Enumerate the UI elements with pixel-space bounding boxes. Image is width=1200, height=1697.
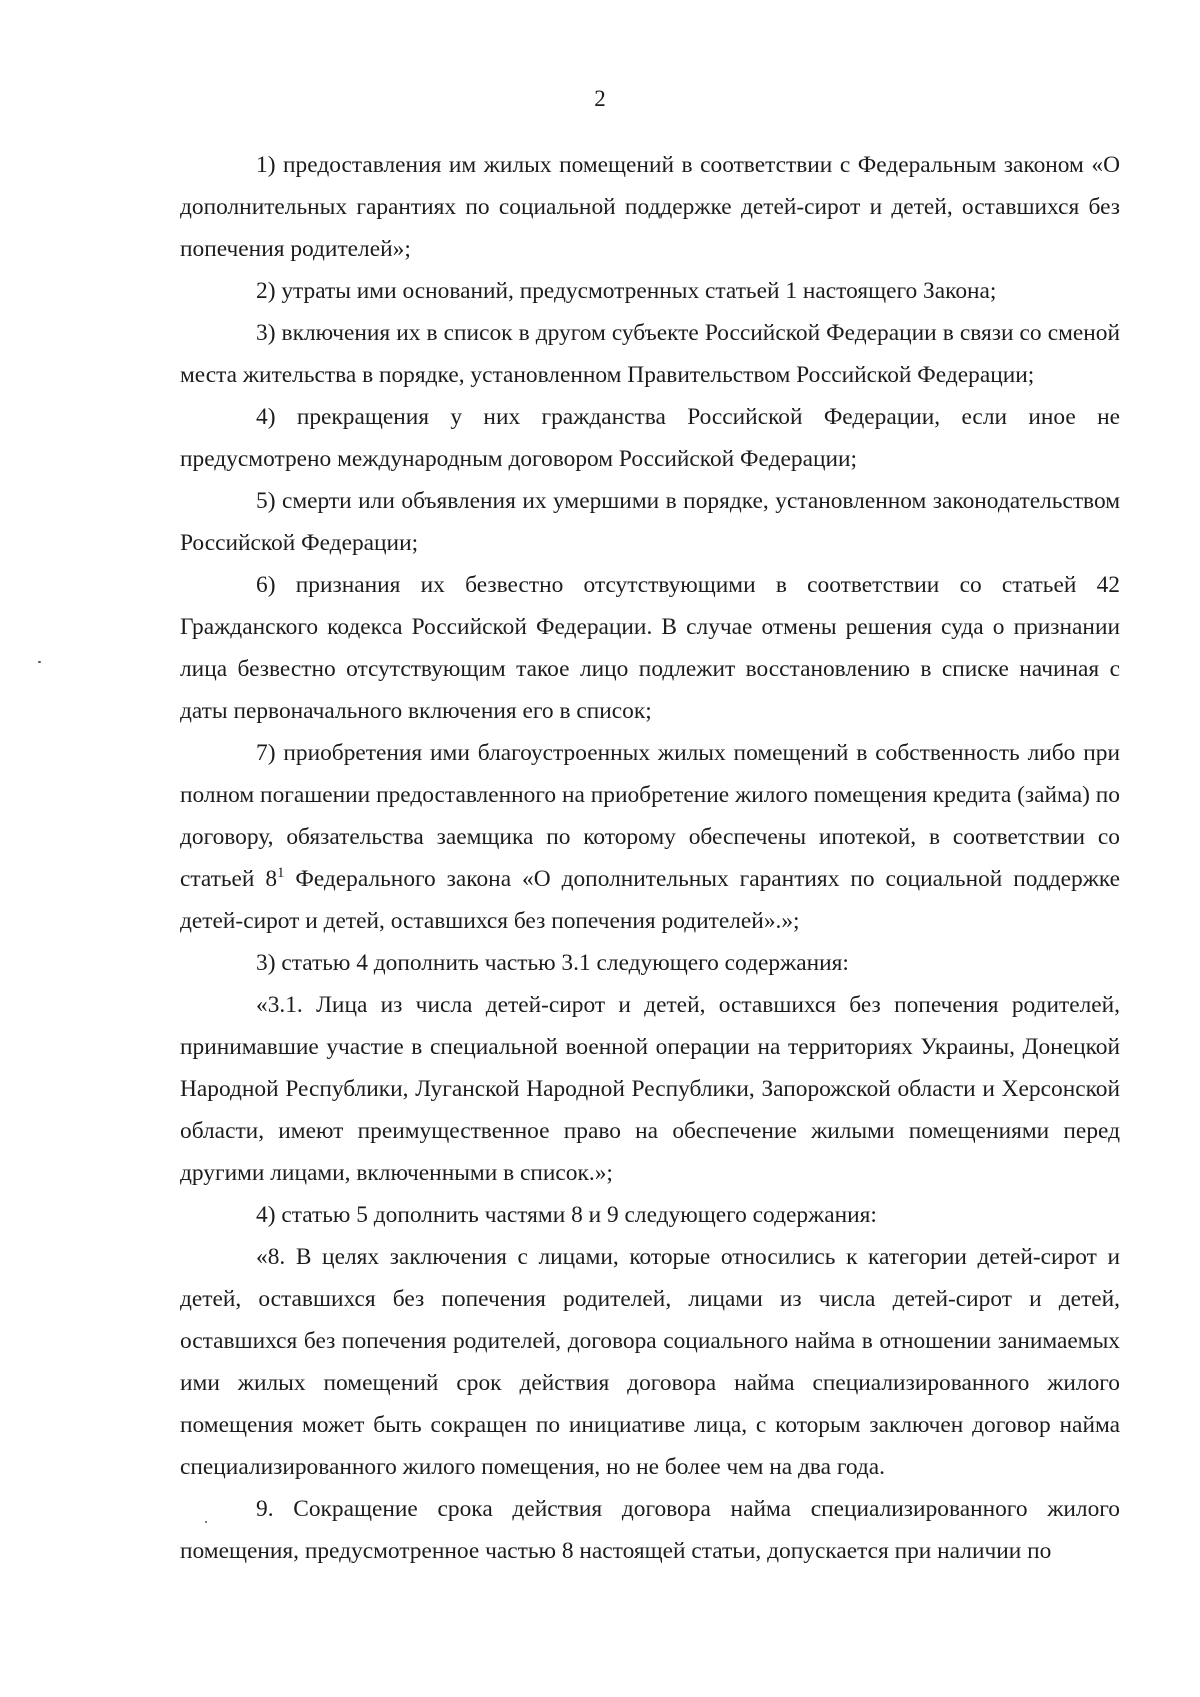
paragraph-item-1: 1) предоставления им жилых помещений в соответствии с Федеральным законом «О дополнительных гарантиях по социальной поддержке детей-сирот и детей, оставшихся без попечения родителей»; [180,152,1120,262]
paragraph-item-5: 5) смерти или объявления их умершими в порядке, установленном законодательством Российской Федерации; [180,488,1120,556]
paragraph-item-6: 6) признания их безвестно отсутствующими в соответствии со статьей 42 Гражданского кодекса Российской Федерации. В случае отмены решения суда о признании лица безвестно отсутствующим такое лицо подлежит восстановлению в списке начиная с даты первоначального включения его в список; [180,572,1120,724]
part-3-1-text: «3.1. Лица из числа детей-сирот и детей, оставшихся без попечения родителей, принимавшие участие в специальной военной операции на территориях Украины, Донецкой Народной Республики, Луганской Народной Республики, Запорожской области и Херсонской области, имеют преимущественное право на обеспечение жилыми помещениями перед другими лицами, включенными в список.»; [180,992,1120,1186]
paragraph-item-7-text: 7) приобретения ими благоустроенных жилых помещений в собственность либо при полном погашении предоставленного на приобретение жилого помещения кредита (займа) по договору, обязательства заемщика по которому обеспечены ипотекой, в соответствии со статьей 8 [180,740,1120,892]
amendment-article-5: 4) статью 5 дополнить частями 8 и 9 следующего содержания: [256,1202,877,1228]
scan-speck [205,1521,207,1523]
paragraph-item-7 [180,732,1120,942]
paragraph-item-2: 2) утраты ими оснований, предусмотренных статьей 1 настоящего Закона; [256,278,997,304]
scan-speck [38,661,41,663]
amendment-article-4: 3) статью 4 дополнить частью 3.1 следующего содержания: [256,950,849,976]
article-superscript: 1 [277,865,285,882]
page-number: 2 [594,86,606,111]
part-8-text: «8. В целях заключения с лицами, которые относились к категории детей-сирот и детей, оставшихся без попечения родителей, лицами из числа детей-сирот и детей, оставшихся без попечения родителей, договора социального найма в отношении занимаемых ими жилых помещений срок действия договора найма специализированного жилого помещения может быть сокращен по инициативе лица, с которым заключен договор найма специализированного жилого помещения, но не более чем на два года. [180,1244,1120,1480]
paragraph-item-4: 4) прекращения у них гражданства Российской Федерации, если иное не предусмотрено международным договором Российской Федерации; [180,404,1120,472]
paragraph-item-3: 3) включения их в список в другом субъекте Российской Федерации в связи со сменой места жительства в порядке, установленном Правительством Российской Федерации; [180,320,1120,388]
paragraph-item-7-text-end: Федерального закона «О дополнительных гарантиях по социальной поддержке детей-сирот и детей, оставшихся без попечения родителей».»; [180,866,1121,934]
part-9-text: 9. Сокращение срока действия договора найма специализированного жилого помещения, предусмотренное частью 8 настоящей статьи, допускается при наличии по [180,1496,1120,1564]
document-body [180,144,1120,1572]
